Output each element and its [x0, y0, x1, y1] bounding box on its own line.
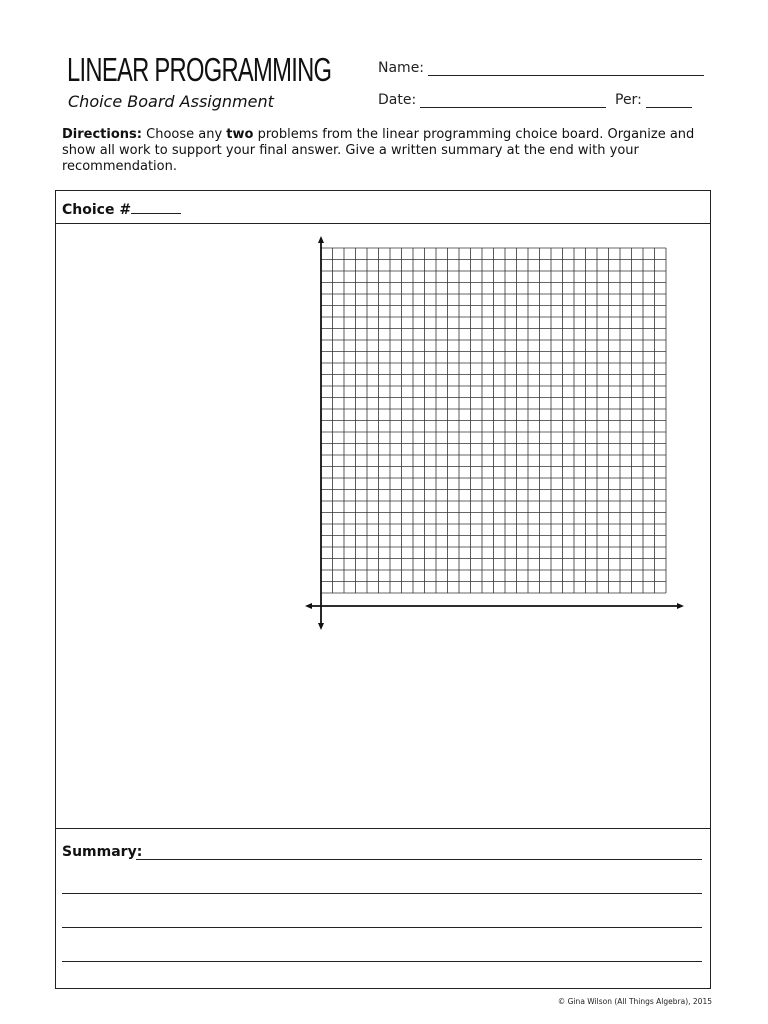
- date-blank[interactable]: [420, 93, 606, 108]
- y-axis-arrow-down: [318, 623, 324, 630]
- name-field[interactable]: [378, 60, 704, 76]
- name-blank[interactable]: [428, 61, 704, 76]
- summary-line-4[interactable]: [62, 961, 702, 962]
- y-axis-arrow-up: [318, 236, 324, 243]
- x-axis-arrow-left: [305, 603, 312, 609]
- period-label: Per:: [615, 92, 642, 108]
- date-field[interactable]: [378, 92, 606, 108]
- choice-label: Choice #: [62, 202, 132, 218]
- summary-line-1[interactable]: [136, 859, 702, 860]
- directions-label: Directions:: [62, 127, 142, 142]
- copyright-text: © Gina Wilson (All Things Algebra), 2015: [557, 997, 712, 1006]
- choice-row: [56, 191, 710, 224]
- page-title: LINEAR PROGRAMMING: [67, 51, 332, 88]
- directions-after: problems from the linear programming choice board. Organize and show all work to support your final answer. Give a written summary at the end with your recommendation.: [62, 127, 695, 174]
- coordinate-grid[interactable]: [300, 230, 690, 640]
- choice-blank[interactable]: [131, 201, 181, 214]
- summary-line-3[interactable]: [62, 927, 702, 928]
- name-label: Name:: [378, 60, 425, 76]
- directions-emphasis: two: [226, 127, 254, 142]
- page-subtitle: Choice Board Assignment: [68, 92, 274, 111]
- directions-text: [62, 127, 702, 175]
- summary-line-2[interactable]: [62, 893, 702, 894]
- choice-number-field[interactable]: [62, 201, 181, 218]
- summary-label: Summary:: [62, 844, 143, 860]
- x-axis-arrow-right: [677, 603, 684, 609]
- period-blank[interactable]: [646, 93, 692, 108]
- period-field[interactable]: [615, 92, 692, 108]
- summary-area: [56, 828, 710, 988]
- directions-before: Choose any: [146, 127, 223, 142]
- date-label: Date:: [378, 92, 417, 108]
